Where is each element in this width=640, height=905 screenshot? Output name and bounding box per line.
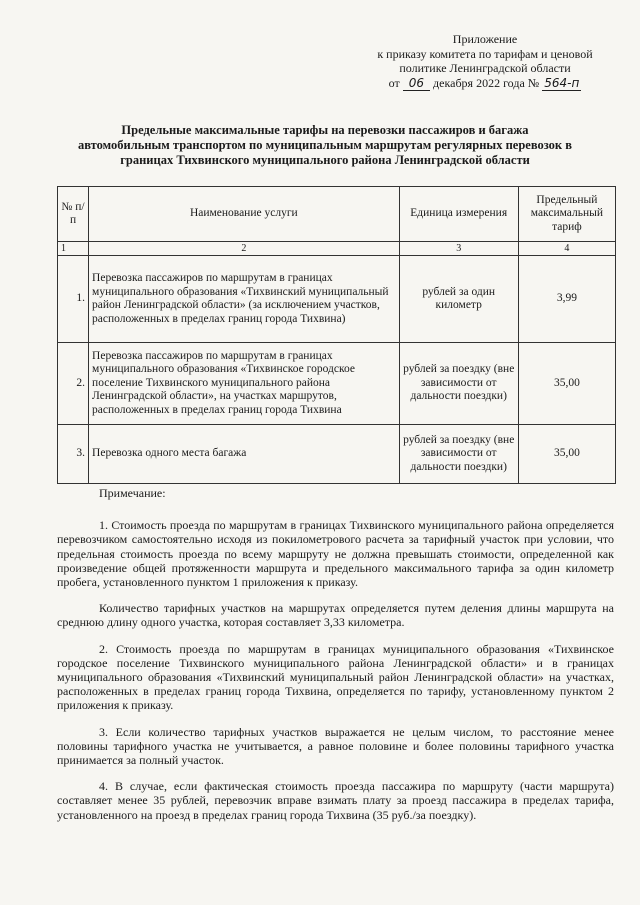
annex-order-ref: к приказу комитета по тарифам и ценовой: [377, 46, 593, 61]
table-row: [58, 425, 616, 484]
annex-date-prefix: от: [388, 75, 400, 90]
row-tariff: 35,00: [518, 425, 615, 484]
document-title: [75, 123, 575, 168]
header-number: № п/п: [58, 187, 89, 242]
row-service: Перевозка пассажиров по маршрутам в границах муниципального образования «Тихвинский муниципальный район Ленинградской области» (за исключением участков, расположенных в пределах границ города Тихвина): [89, 256, 400, 343]
title-line-2: автомобильным транспортом по муниципальным маршрутам регулярных перевозок в: [77, 138, 573, 152]
table-index-row: [58, 242, 616, 256]
row-number: 2.: [58, 343, 89, 425]
note-paragraph-4: 4. В случае, если фактическая стоимость проезда пассажира по маршруту (части маршрута) составляет менее 35 рублей, перевозчик вправе взимать плату за проезд пассажира в пределах тарифа, установленного на проезд в пределах границ города Тихвина (35 руб./за поездку).: [57, 779, 614, 822]
index-cell: 3: [399, 242, 518, 256]
row-tariff: 3,99: [518, 256, 615, 343]
tariff-table: [57, 186, 616, 484]
row-number: 3.: [58, 425, 89, 484]
row-unit: рублей за один километр: [399, 256, 518, 343]
annex-title: Приложение: [452, 32, 518, 46]
title-line-1: Предельные максимальные тарифы на перевозки пассажиров и багажа: [121, 123, 529, 137]
index-cell: 4: [518, 242, 615, 256]
title-line-3: границах Тихвинского муниципального района Ленинградской области: [120, 153, 530, 167]
row-service: Перевозка одного места багажа: [89, 425, 400, 484]
notes-section: [57, 486, 614, 834]
header-unit: Единица измерения: [399, 187, 518, 242]
note-paragraph-3: 3. Если количество тарифных участков выражается не целым числом, то расстояние менее половины тарифного участка не учитывается, а равное половине и более половины тарифного участка принимается за полный участок.: [57, 724, 614, 768]
note-paragraph-1: 1. Стоимость проезда по маршрутам в границах Тихвинского муниципального района определяется перевозчиком самостоятельно исходя из покилометрового расчета за тарифный участок при условии, что предельная стоимость проезда по всему маршруту не должна превышать стоимости, определенной как произведение общей протяженности маршрута и предельного максимального тарифа за один километр пробега, установленного пунктом 1 приложения к приказу.: [57, 518, 614, 590]
annex-date-line: [360, 76, 610, 92]
row-unit: рублей за поездку (вне зависимости от дальности поездки): [399, 343, 518, 425]
index-cell: 1: [58, 242, 89, 256]
row-unit: рублей за поездку (вне зависимости от дальности поездки): [399, 425, 518, 484]
annex-block: [360, 32, 610, 91]
row-number: 1.: [58, 256, 89, 343]
table-row: [58, 343, 616, 425]
annex-committee: политике Ленинградской области: [399, 61, 571, 75]
header-tariff: Предельный максимальный тариф: [518, 187, 615, 242]
index-cell: 2: [89, 242, 400, 256]
table-header-row: [58, 187, 616, 242]
annex-day-handwritten: 06: [403, 76, 430, 92]
note-paragraph-1b: Количество тарифных участков на маршрутах определяется путем деления длины маршрута на среднюю длину одного участка, которая составляет 3,33 километра.: [57, 601, 614, 630]
note-paragraph-2: 2. Стоимость проезда по маршрутам в границах муниципального образования «Тихвинское городское поселение Тихвинского муниципального района Ленинградской области» и в границах муниципального образования «Тихвинский муниципальный район Ленинградской области» на участках, расположенных в пределах границ города Тихвина, определяется по тарифу, установленному пунктом 2 приложения к приказу.: [57, 641, 614, 713]
header-service: Наименование услуги: [89, 187, 400, 242]
row-service: Перевозка пассажиров по маршрутам в границах муниципального образования «Тихвинское городское поселение Тихвинского муниципального района Ленинградской области», на участках маршрутов, расположенных в пределах границ города Тихвина: [89, 343, 400, 425]
annex-month-year: декабря 2022 года №: [433, 75, 540, 90]
table-row: [58, 256, 616, 343]
notes-heading: Примечание:: [99, 486, 166, 500]
row-tariff: 35,00: [518, 343, 615, 425]
annex-order-number-handwritten: 564-п: [544, 75, 580, 90]
